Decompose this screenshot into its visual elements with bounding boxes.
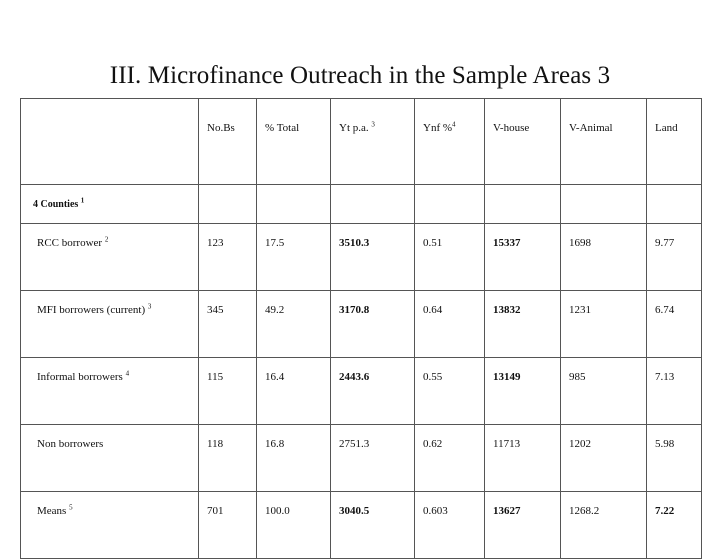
table-cell	[257, 291, 331, 358]
cell-text: 7.13	[655, 371, 675, 383]
column-header	[331, 99, 415, 185]
table-cell	[257, 358, 331, 425]
table-cell	[199, 425, 257, 492]
footnote-marker: 3	[147, 302, 152, 311]
table-cell	[257, 492, 331, 559]
table-cell	[199, 291, 257, 358]
table-cell	[485, 425, 561, 492]
table-cell	[647, 291, 702, 358]
cell-text: 13627	[493, 505, 521, 517]
cell-text: 1202	[569, 438, 591, 450]
page-title: III. Microfinance Outreach in the Sample Areas 3	[109, 62, 611, 89]
group-label	[21, 185, 199, 224]
cell-text: Ynf %	[423, 122, 453, 134]
table-row	[21, 291, 702, 358]
table-cell	[647, 358, 702, 425]
empty-cell	[415, 185, 485, 224]
cell-text: 0.64	[423, 304, 443, 316]
table-cell	[561, 425, 647, 492]
footnote-marker: 4	[452, 120, 456, 129]
cell-text: 701	[207, 505, 224, 517]
row-label	[21, 492, 199, 559]
table-cell	[415, 358, 485, 425]
table-cell	[647, 425, 702, 492]
cell-text: % Total	[265, 122, 300, 134]
cell-text: Land	[655, 122, 678, 134]
empty-cell	[647, 185, 702, 224]
cell-text: 6.74	[655, 304, 675, 316]
table-cell	[415, 224, 485, 291]
empty-cell	[331, 185, 415, 224]
cell-text: 3040.5	[339, 505, 370, 517]
table-cell	[647, 492, 702, 559]
table-row	[21, 224, 702, 291]
table-cell	[485, 358, 561, 425]
cell-text: 118	[207, 438, 224, 450]
table-header-row	[21, 99, 702, 185]
table-row	[21, 425, 702, 492]
footnote-marker: 4	[125, 369, 130, 378]
empty-cell	[561, 185, 647, 224]
table-cell	[257, 224, 331, 291]
cell-text: 1231	[569, 304, 591, 316]
table-cell	[485, 492, 561, 559]
cell-text: 49.2	[265, 304, 285, 316]
column-header	[21, 99, 199, 185]
table-cell	[485, 291, 561, 358]
cell-text: 13149	[493, 371, 521, 383]
table-cell	[331, 425, 415, 492]
table-row	[21, 358, 702, 425]
group-row	[21, 185, 702, 224]
footnote-marker: 1	[80, 196, 85, 205]
row-label	[21, 425, 199, 492]
footnote-marker: 3	[371, 120, 375, 129]
cell-text: 3170.8	[339, 304, 370, 316]
cell-text: 985	[569, 371, 586, 383]
footnote-marker: 2	[104, 235, 109, 244]
row-label	[21, 358, 199, 425]
empty-cell	[199, 185, 257, 224]
empty-cell	[485, 185, 561, 224]
table-cell	[485, 224, 561, 291]
cell-text: 123	[207, 237, 224, 249]
cell-text: 100.0	[265, 505, 290, 517]
cell-text: 0.62	[423, 438, 443, 450]
table-cell	[561, 492, 647, 559]
cell-text: Yt p.a.	[339, 122, 372, 134]
cell-text: Informal borrowers	[37, 371, 126, 383]
cell-text: Means	[37, 505, 70, 517]
column-header	[647, 99, 702, 185]
cell-text: 15337	[493, 237, 521, 249]
table-cell	[561, 291, 647, 358]
column-header	[561, 99, 647, 185]
column-header	[257, 99, 331, 185]
table-row	[21, 492, 702, 559]
cell-text: 16.4	[265, 371, 285, 383]
row-label	[21, 291, 199, 358]
cell-text: 17.5	[265, 237, 285, 249]
cell-text: 0.603	[423, 505, 448, 517]
table-cell	[561, 358, 647, 425]
cell-text: 1698	[569, 237, 591, 249]
cell-text: 0.55	[423, 371, 443, 383]
column-header	[199, 99, 257, 185]
cell-text: MFI borrowers (current)	[37, 304, 148, 316]
outreach-table	[20, 98, 702, 559]
cell-text: No.Bs	[207, 122, 235, 134]
table-cell	[199, 492, 257, 559]
cell-text: 13832	[493, 304, 521, 316]
table-cell	[415, 291, 485, 358]
cell-text: 4 Counties	[33, 198, 81, 210]
cell-text: 11713	[493, 438, 521, 450]
column-header	[415, 99, 485, 185]
table-cell	[257, 425, 331, 492]
cell-text: 16.8	[265, 438, 285, 450]
table-cell	[415, 425, 485, 492]
table-cell	[331, 492, 415, 559]
table-cell	[331, 224, 415, 291]
footnote-marker: 5	[69, 503, 73, 512]
column-header	[485, 99, 561, 185]
cell-text: 345	[207, 304, 224, 316]
cell-text: 9.77	[655, 237, 675, 249]
cell-text: 5.98	[655, 438, 675, 450]
table-cell	[561, 224, 647, 291]
row-label	[21, 224, 199, 291]
cell-text: 7.22	[655, 505, 675, 517]
cell-text: 3510.3	[339, 237, 370, 249]
cell-text: Non borrowers	[37, 438, 104, 450]
table-cell	[331, 358, 415, 425]
cell-text: V-house	[493, 122, 530, 134]
cell-text: 1268.2	[569, 505, 600, 517]
table-cell	[415, 492, 485, 559]
cell-text: RCC borrower	[37, 237, 105, 249]
cell-text: 2443.6	[339, 371, 370, 383]
empty-cell	[257, 185, 331, 224]
cell-text: 0.51	[423, 237, 443, 249]
cell-text: 2751.3	[339, 438, 370, 450]
table-cell	[199, 224, 257, 291]
cell-text: V-Animal	[569, 122, 613, 134]
cell-text: 115	[207, 371, 224, 383]
table-cell	[331, 291, 415, 358]
table-cell	[647, 224, 702, 291]
table-cell	[199, 358, 257, 425]
